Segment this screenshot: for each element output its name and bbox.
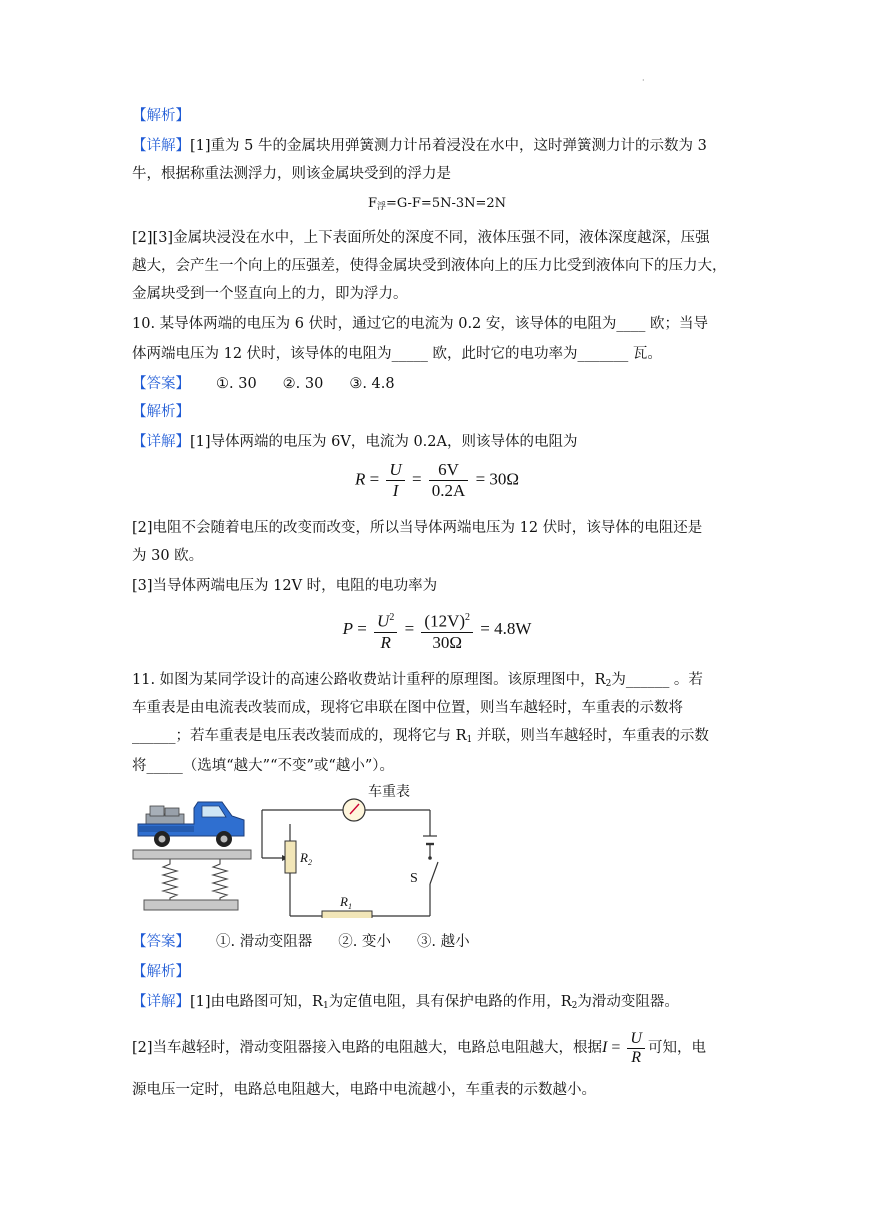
q10-blank-1: ____ — [616, 316, 646, 332]
q10-answer-1: ①. 30 — [216, 376, 257, 392]
meter-label: 车重表 — [368, 784, 410, 800]
q9-jiexi-heading: 【解析】 — [132, 108, 190, 124]
q11-detail-line3: 源电压一定时，电路总电阻越大，电路中电流越小，车重表的示数越小。 — [132, 1082, 596, 1098]
q11-blank-1: ______ — [625, 672, 670, 688]
r1-resistor — [322, 911, 372, 918]
q10-detail-line4: [3]当导体两端电压为 12V 时，电阻的电功率为 — [132, 578, 438, 594]
weighing-circuit-diagram — [132, 778, 532, 918]
q10-detail-line3: 为 30 欧。 — [132, 548, 204, 564]
q10-answer-3: ③. 4.8 — [349, 376, 395, 392]
q11-blank-2: ______ — [132, 728, 176, 744]
q11-question-line4: 将_____（选填“越大”“不变”或“越小”）。 — [132, 758, 394, 774]
q10-answer-2: ②. 30 — [282, 376, 324, 392]
q11-jiexi-heading: 【解析】 — [132, 964, 190, 980]
detail-tag: 【详解】 — [132, 994, 190, 1010]
q10-answer-line — [132, 374, 395, 394]
q10-question-line2: 体两端电压为 12 伏时，该导体的电阻为_____ 欧，此时它的电功率为_______ 瓦。 — [132, 346, 662, 362]
truck-icon — [138, 802, 244, 847]
q11-answer-1: ①. 滑动变阻器 — [216, 934, 313, 950]
q9-detail-line3: [2][3]金属块浸没在水中，上下表面所处的深度不同，液体压强不同，液体深度越深，压强 — [132, 230, 710, 246]
q11-answer-line — [132, 932, 470, 952]
q9-detail-line5: 金属块受到一个竖直向上的力，即为浮力。 — [132, 286, 408, 302]
r2-rheostat — [285, 841, 296, 873]
q10-blank-3: _______ — [577, 346, 629, 362]
spring-left — [163, 859, 177, 900]
answer-tag: 【答案】 — [132, 934, 190, 950]
q9-buoyancy-formula: $F_浮=G-F=5N-3N=2N$ — [367, 196, 507, 212]
r1-label: $R_1$ — [340, 894, 352, 911]
q9-detail-line2: 牛，根据称重法测浮力，则该金属块受到的浮力是 — [132, 166, 451, 182]
q10-resistance-equation: R = $\frac{U}{I}$ = $\frac{6V}{0.2A}$ = 30Ω — [354, 460, 520, 500]
scale-platform — [133, 850, 251, 859]
q11-detail-line1: 【详解】[1]由电路图可知，$R_1$为定值电阻，具有保护电路的作用，$R_2$为滑动变阻器。 — [132, 994, 679, 1011]
q9-detail-line4: 越大，会产生一个向上的压强差，使得金属块受到液体向上的压力比受到液体向下的压力大， — [132, 258, 727, 274]
q11-question-line1: 11. 如图为某同学设计的高速公路收费站计重秤的原理图。该原理图中，$R_2$为______ 。若 — [132, 672, 703, 689]
q11-detail-line2: [2]当车越轻时，滑动变阻器接入电路的电阻越大，电路总电阻越大，根据I = $\frac{U}{R}$ 可知，电 — [132, 1030, 706, 1066]
switch-label: S — [410, 871, 418, 886]
q10-detail-line2: [2]电阻不会随着电压的改变而改变，所以当导体两端电压为 12 伏时，该导体的电阻还是 — [132, 520, 703, 536]
detail-tag: 【详解】 — [132, 138, 190, 154]
detail-tag: 【详解】 — [132, 434, 190, 450]
spring-right — [213, 859, 227, 900]
q11-blank-3: _____ — [146, 758, 183, 774]
q10-jiexi-heading: 【解析】 — [132, 404, 190, 420]
q10-power-equation: P = $\frac{U^2}{R}$ = $\frac{(12V)^2}{30\Omega}$ = 4.8W — [132, 608, 742, 653]
q11-question-line2: 车重表是由电流表改装而成，现将它串联在图中位置，则当车越轻时，车重表的示数将 — [132, 700, 683, 716]
r2-label: $R_2$ — [300, 850, 312, 867]
answer-tag: 【答案】 — [132, 376, 190, 392]
q11-answer-3: ③. 越小 — [416, 934, 470, 950]
q10-blank-2: _____ — [391, 346, 428, 362]
scale-base — [144, 900, 238, 910]
switch-icon — [428, 856, 438, 884]
q10-detail-line1: 【详解】[1]导体两端的电压为 6V，电流为 0.2A，则该导体的电阻为 — [132, 434, 578, 450]
page-mark: · — [642, 76, 645, 85]
q9-detail-line1: 【详解】[1]重为 5 牛的金属块用弹簧测力计吊着浸没在水中，这时弹簧测力计的示数为 3 — [132, 138, 707, 154]
q11-question-line3: ______；若车重表是电压表改装而成的，现将它与 $R_1$ 并联，则当车越轻时，车重表的示数 — [132, 728, 709, 745]
q10-question-line1: 10. 某导体两端的电压为 6 伏时，通过它的电流为 0.2 安，该导体的电阻为____ 欧；当导 — [132, 316, 708, 332]
q11-answer-2: ②. 变小 — [338, 934, 391, 950]
meter-icon — [343, 799, 365, 821]
